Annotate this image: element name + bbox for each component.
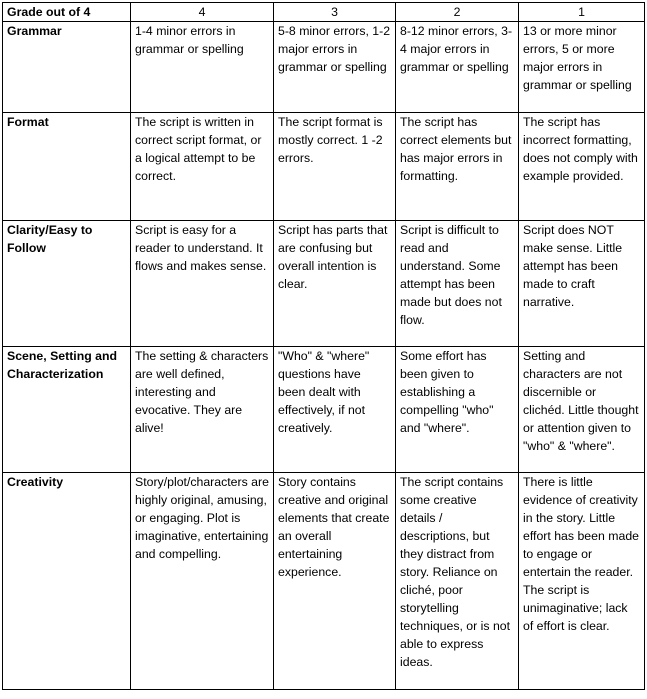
rubric-row-grammar (3, 22, 645, 113)
scene-score-3: "Who" & "where" questions have been dealt with effectively, if not creatively. (274, 347, 396, 473)
format-score-2: The script has correct elements but has major errors in formatting. (396, 113, 519, 221)
creativity-score-3: Story contains creative and original elements that create an overall entertaining experience. (274, 473, 396, 690)
grammar-score-3: 5-8 minor errors, 1-2 major errors in grammar or spelling (274, 22, 396, 113)
criterion-scene-setting: Scene, Setting and Characterization (3, 347, 131, 473)
criterion-format: Format (3, 113, 131, 221)
scene-score-1: Setting and characters are not discernible or clichéd. Little thought or attention given to "who" & "where". (519, 347, 645, 473)
creativity-score-2: The script contains some creative details / descriptions, but they distract from story. Reliance on cliché, poor storytelling techniques, or is not able to express ideas. (396, 473, 519, 690)
grammar-score-2: 8-12 minor errors, 3-4 major errors in grammar or spelling (396, 22, 519, 113)
score-header-1: 1 (519, 3, 645, 22)
rubric-row-scene-setting (3, 347, 645, 473)
clarity-score-2: Script is difficult to read and understand. Some attempt has been made but does not flow. (396, 221, 519, 347)
clarity-score-3: Script has parts that are confusing but overall intention is clear. (274, 221, 396, 347)
score-header-3: 3 (274, 3, 396, 22)
creativity-score-4: Story/plot/characters are highly original, amusing, or engaging. Plot is imaginative, entertaining and compelling. (131, 473, 274, 690)
format-score-1: The script has incorrect formatting, does not comply with example provided. (519, 113, 645, 221)
header-corner-cell: Grade out of 4 (3, 3, 131, 22)
criterion-grammar: Grammar (3, 22, 131, 113)
scene-score-2: Some effort has been given to establishing a compelling "who" and "where". (396, 347, 519, 473)
rubric-row-format (3, 113, 645, 221)
clarity-score-4: Script is easy for a reader to understand. It flows and makes sense. (131, 221, 274, 347)
header-row (3, 3, 645, 22)
scene-score-4: The setting & characters are well defined, interesting and evocative. They are alive! (131, 347, 274, 473)
creativity-score-1: There is little evidence of creativity in the story. Little effort has been made to engage or entertain the reader. The script is unimaginative; lack of effort is clear. (519, 473, 645, 690)
clarity-score-1: Script does NOT make sense. Little attempt has been made to craft narrative. (519, 221, 645, 347)
criterion-clarity: Clarity/Easy to Follow (3, 221, 131, 347)
format-score-4: The script is written in correct script format, or a logical attempt to be correct. (131, 113, 274, 221)
format-score-3: The script format is mostly correct. 1 -2 errors. (274, 113, 396, 221)
rubric-row-clarity (3, 221, 645, 347)
rubric-row-creativity (3, 473, 645, 690)
grammar-score-4: 1-4 minor errors in grammar or spelling (131, 22, 274, 113)
criterion-creativity: Creativity (3, 473, 131, 690)
score-header-2: 2 (396, 3, 519, 22)
score-header-4: 4 (131, 3, 274, 22)
grammar-score-1: 13 or more minor errors, 5 or more major errors in grammar or spelling (519, 22, 645, 113)
grading-rubric-table (2, 2, 645, 690)
